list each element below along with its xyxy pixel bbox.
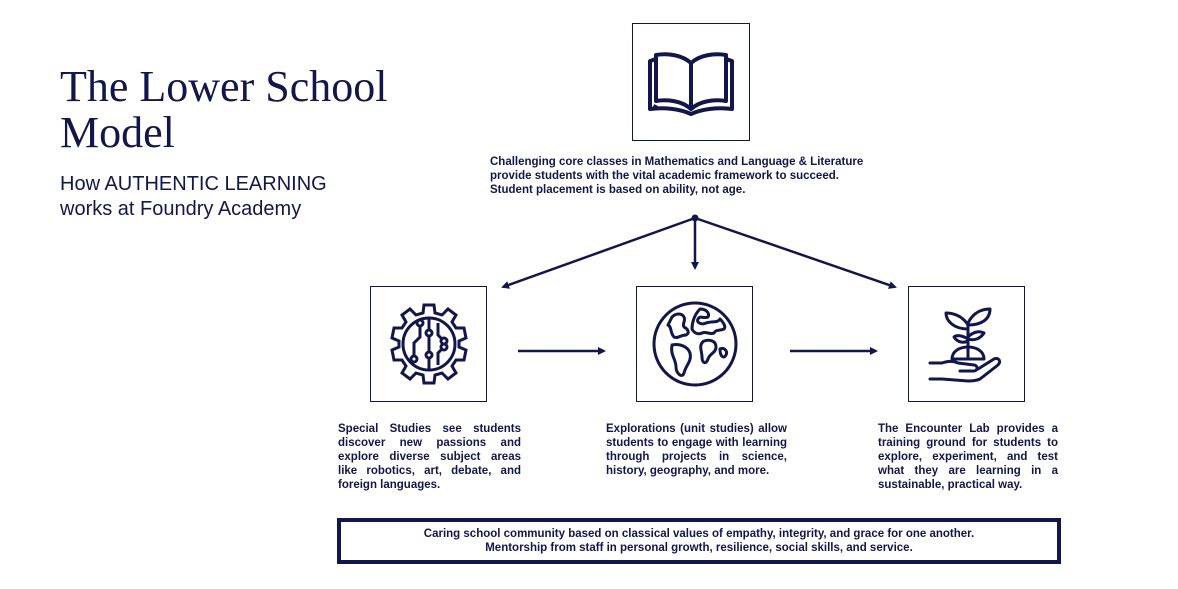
page-title: The Lower School Model bbox=[60, 62, 388, 157]
community-line-2: Mentorship from staff in personal growth, resilience, social skills, and service. bbox=[485, 542, 913, 554]
core-line-1: Challenging core classes in Mathematics and Language & Literature bbox=[490, 156, 864, 168]
community-line-1: Caring school community based on classical values of empathy, integrity, and grace for one another. bbox=[423, 528, 975, 540]
core-line-2: provide students with the vital academic framework to succeed. bbox=[490, 170, 839, 182]
encounter-lab-description: The Encounter Lab provides a training ground for students to explore, experiment, and test what they are learning in a sustainable, practical way. bbox=[878, 423, 1058, 491]
arrow-to-encounter-lab bbox=[695, 218, 895, 287]
encounter-lab-icon-box bbox=[908, 286, 1025, 402]
gear-circuit-icon bbox=[386, 301, 472, 387]
community-values-box bbox=[337, 518, 1061, 564]
special-studies-icon-box bbox=[370, 286, 487, 402]
sprout-in-hand-icon bbox=[922, 299, 1012, 389]
explorations-icon-box bbox=[636, 286, 753, 402]
globe-icon bbox=[650, 299, 740, 389]
arrow-to-special-studies bbox=[503, 218, 695, 287]
subtitle-line-2: works at Foundry Academy bbox=[60, 198, 302, 220]
subtitle-line-1: How AUTHENTIC LEARNING bbox=[60, 173, 327, 195]
explorations-description: Explorations (unit studies) allow students to engage with learning through projects in science, history, geography, and more. bbox=[606, 423, 787, 477]
special-studies-description: Special Studies see students discover new passions and explore diverse subject areas like robotics, art, debate, and foreign languages. bbox=[338, 423, 521, 491]
core-line-3: Student placement is based on ability, not age. bbox=[490, 184, 746, 196]
